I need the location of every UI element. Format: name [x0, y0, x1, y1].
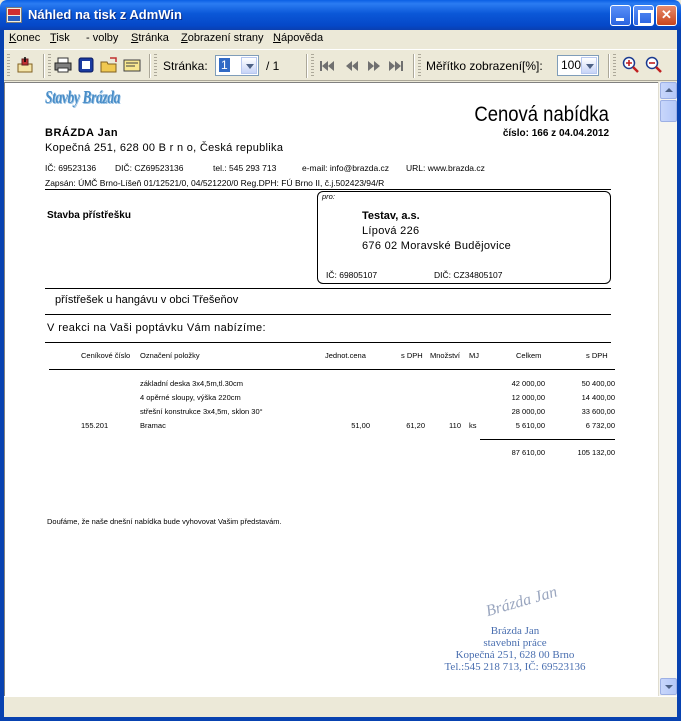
closing-note: Doufáme, že naše dnešní nabídka bude vyhovovat Vašim představám. [47, 517, 282, 526]
company-ico: IČ: 69523136 [45, 163, 97, 173]
stamp-line: Kopečná 251, 628 00 Brno [455, 649, 575, 661]
company-phone: tel.: 545 293 713 [213, 163, 277, 173]
divider [45, 288, 611, 289]
row-total-vat: 14 400,00 [581, 393, 615, 402]
status-strip [4, 696, 677, 717]
company-url: URL: www.brazda.cz [406, 163, 485, 173]
prev-page-icon[interactable] [344, 60, 360, 72]
recipient-name: Testav, a.s. [362, 210, 420, 222]
row-name: střešní konstrukce 3x4,5m, sklon 30° [140, 407, 263, 416]
row-total: 12 000,00 [511, 393, 545, 402]
recipient-ico: IČ: 69805107 [326, 270, 378, 280]
toolbar-separator [413, 54, 415, 78]
recipient-dic: DIČ: CZ34805107 [434, 270, 503, 280]
divider [45, 342, 611, 343]
first-page-icon[interactable] [319, 60, 335, 72]
company-address: Kopečná 251, 628 00 B r n o, Česká republika [45, 142, 284, 154]
page-select[interactable] [215, 55, 259, 76]
email-icon[interactable] [123, 56, 141, 74]
row-name: Bramac [140, 421, 166, 430]
col-name-header: Označení položky [140, 351, 200, 360]
zoom-label: Měřítko zobrazení[%]: [426, 59, 543, 73]
window-frame-right [677, 30, 681, 717]
stamp-line: Tel.:545 218 713, IČ: 69523136 [444, 661, 586, 673]
col-mj-header: MJ [469, 351, 479, 360]
toolbar-grip[interactable] [311, 54, 314, 78]
divider [45, 189, 611, 190]
row-qty: 110 [449, 421, 461, 430]
company-dic: DIČ: CZ69523136 [115, 163, 184, 173]
document-page [5, 83, 658, 696]
zoom-select[interactable] [557, 55, 599, 76]
maximize-icon [634, 6, 653, 25]
zoom-in-icon[interactable] [622, 56, 640, 74]
toolbar-separator [306, 54, 308, 78]
row-total: 28 000,00 [511, 407, 545, 416]
subject-label: Stavba přístřešku [47, 210, 131, 221]
app-icon[interactable] [6, 7, 22, 23]
recipient-street: Lípová 226 [362, 225, 420, 237]
page-total: / 1 [266, 59, 280, 73]
toolbar-separator [608, 54, 610, 78]
company-name: BRÁZDA Jan [45, 127, 119, 139]
document-viewport[interactable] [4, 82, 658, 696]
sum-total-vat: 105 132,00 [577, 448, 615, 457]
company-logo: Stavby Brázda [45, 87, 121, 107]
signature: Brázda Jan [484, 583, 560, 621]
print-icon[interactable] [54, 56, 72, 74]
row-unit-price: 51,00 [351, 421, 370, 430]
menu-stranka[interactable]: Stránka [131, 32, 169, 44]
toolbar-grip[interactable] [418, 54, 421, 78]
sum-total: 87 610,00 [511, 448, 545, 457]
document-title: Cenová nabídka [474, 103, 609, 126]
offer-intro: V reakci na Vaši poptávku Vám nabízíme: [47, 322, 266, 334]
toolbar-grip[interactable] [7, 54, 10, 78]
scroll-thumb[interactable] [660, 100, 677, 122]
row-unit-price-vat: 61,20 [406, 421, 425, 430]
title-bar[interactable] [0, 0, 681, 30]
toolbar-grip[interactable] [154, 54, 157, 78]
document-number: číslo: 166 z 04.04.2012 [502, 128, 609, 139]
chevron-down-icon[interactable] [241, 57, 257, 74]
recipient-for-label: pro: [322, 192, 335, 201]
offer-description: přístřešek u hangávu v obci Třešeňov [55, 294, 239, 306]
chevron-down-icon[interactable] [581, 57, 597, 74]
menu-zobrazeni-strany[interactable]: Zobrazení strany [181, 32, 264, 44]
col-code-header: Ceníkové číslo [81, 351, 131, 360]
window-title: Náhled na tisk z AdmWin [28, 7, 182, 22]
window-frame-bottom [0, 717, 681, 721]
menu-tisk[interactable]: Tisk [50, 32, 70, 44]
col-qty-header: Množství [430, 351, 461, 360]
row-total: 5 610,00 [515, 421, 545, 430]
row-total-vat: 6 732,00 [585, 421, 615, 430]
recipient-city: 676 02 Moravské Budějovice [362, 240, 512, 252]
scroll-down-button[interactable] [660, 678, 677, 695]
maximize-button[interactable] [633, 5, 654, 26]
scroll-up-button[interactable] [660, 82, 677, 99]
minimize-button[interactable] [610, 5, 631, 26]
menu-napoveda[interactable]: Nápověda [273, 32, 324, 44]
row-total-vat: 50 400,00 [581, 379, 615, 388]
col-total-vat-header: s DPH [586, 351, 608, 360]
menu-volby[interactable]: - volby [86, 32, 119, 44]
minimize-icon [611, 6, 630, 25]
divider [45, 314, 611, 315]
row-total: 42 000,00 [511, 379, 545, 388]
sum-divider [480, 439, 615, 440]
vertical-scrollbar[interactable] [658, 82, 677, 696]
menu-bar [4, 30, 677, 48]
table-divider [49, 369, 615, 370]
toolbar-grip[interactable] [613, 54, 616, 78]
col-unit-price-vat-header: s DPH [401, 351, 423, 360]
company-email: e-mail: info@brazda.cz [302, 163, 390, 173]
stamp-line: stavební práce [483, 637, 547, 649]
toolbar-separator [149, 54, 151, 78]
last-page-icon[interactable] [388, 60, 404, 72]
col-unit-price-header: Jednot.cena [325, 351, 366, 360]
printer-setup-icon[interactable] [77, 56, 95, 74]
row-name: 4 opěrné sloupy, výška 220cm [140, 393, 241, 402]
toolbar-grip[interactable] [48, 54, 51, 78]
recipient-box [317, 191, 611, 284]
menu-konec[interactable]: Konec [9, 32, 41, 44]
zoom-out-icon[interactable] [645, 56, 663, 74]
zoom-select-value: 100 [561, 58, 582, 72]
row-name: základní deska 3x4,5m,tl.30cm [140, 379, 243, 388]
row-mj: ks [469, 421, 477, 430]
company-stamp [435, 625, 595, 673]
stamp-line: Brázda Jan [490, 625, 540, 637]
close-button[interactable] [656, 5, 677, 26]
toolbar-separator [43, 54, 45, 78]
export-icon[interactable] [100, 56, 118, 74]
row-total-vat: 33 600,00 [581, 407, 615, 416]
col-total-header: Celkem [516, 351, 542, 360]
exit-icon[interactable] [16, 56, 34, 74]
toolbar [4, 49, 677, 81]
company-registration: Zapsán: ÚMČ Brno-Líšeň 01/12521/0, 04/521220/0 Reg.DPH: FÚ Brno II, č.j.502423/94/R [45, 178, 385, 188]
page-select-value: 1 [221, 58, 228, 72]
row-code: 155.201 [81, 421, 109, 430]
page-label: Stránka: [163, 59, 208, 73]
next-page-icon[interactable] [366, 60, 382, 72]
close-icon: ✕ [661, 7, 672, 22]
